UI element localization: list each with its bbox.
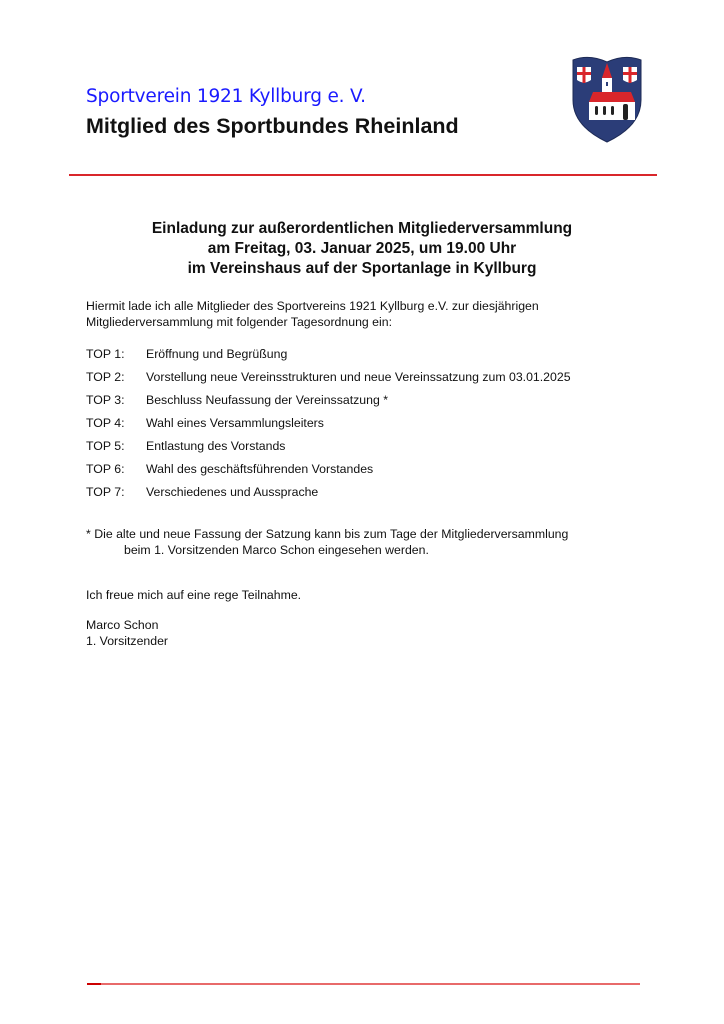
invitation-heading	[60, 219, 664, 279]
agenda-number: TOP 6:	[86, 462, 125, 476]
heading-line-3: im Vereinshaus auf der Sportanlage in Kyllburg	[187, 260, 537, 277]
agenda-item	[86, 461, 571, 484]
agenda-text: Eröffnung und Begrüßung	[146, 347, 288, 361]
agenda-item	[86, 369, 571, 392]
cross-flag-left-icon	[577, 67, 591, 83]
heading-line-1: Einladung zur außerordentlichen Mitgliederversammlung	[151, 220, 573, 237]
agenda-text: Entlastung des Vorstands	[146, 439, 286, 453]
footnote-line-1: * Die alte und neue Fassung der Satzung kann bis zum Tage der Mitgliederversammlung	[86, 527, 569, 541]
signature-name: Marco Schon	[86, 618, 159, 632]
agenda-number: TOP 3:	[86, 393, 125, 407]
agenda-item	[86, 392, 571, 415]
agenda-text: Vorstellung neue Vereinsstrukturen und neue Vereinssatzung zum 03.01.2025	[146, 370, 571, 384]
agenda-text: Beschluss Neufassung der Vereinssatzung *	[146, 393, 388, 407]
agenda-number: TOP 2:	[86, 370, 125, 384]
agenda-number: TOP 1:	[86, 347, 125, 361]
intro-line-2: Mitgliederversammlung mit folgender Tagesordnung ein:	[86, 315, 392, 329]
agenda-text: Verschiedenes und Aussprache	[146, 485, 319, 499]
agenda-number: TOP 5:	[86, 439, 125, 453]
header-divider	[69, 174, 657, 176]
signature-block	[86, 617, 168, 649]
footnote	[86, 526, 568, 558]
signature-title: 1. Vorsitzender	[86, 634, 169, 648]
heading-line-2: am Freitag, 03. Januar 2025, um 19.00 Uhr	[207, 240, 517, 257]
header-subtitle: Mitglied des Sportbundes Rheinland	[86, 114, 459, 138]
footnote-line-2: beim 1. Vorsitzenden Marco Schon eingesehen werden.	[124, 543, 429, 557]
agenda-item	[86, 484, 571, 507]
agenda-number: TOP 4:	[86, 416, 125, 430]
agenda-list	[86, 346, 571, 507]
closing-sentence: Ich freue mich auf eine rege Teilnahme.	[86, 588, 302, 602]
cross-flag-right-icon	[623, 67, 637, 83]
agenda-text: Wahl des geschäftsführenden Vorstandes	[146, 462, 374, 476]
intro-line-1: Hiermit lade ich alle Mitglieder des Sportvereins 1921 Kyllburg e.V. zur diesjährigen	[86, 299, 539, 313]
agenda-number: TOP 7:	[86, 485, 125, 499]
club-name: Sportverein 1921 Kyllburg e. V.	[86, 86, 366, 107]
agenda-text: Wahl eines Versammlungsleiters	[146, 416, 324, 430]
agenda-item	[86, 438, 571, 461]
club-crest-logo	[567, 54, 647, 144]
footer-divider	[87, 983, 640, 985]
intro-paragraph	[86, 298, 539, 330]
agenda-item	[86, 415, 571, 438]
agenda-item	[86, 346, 571, 369]
